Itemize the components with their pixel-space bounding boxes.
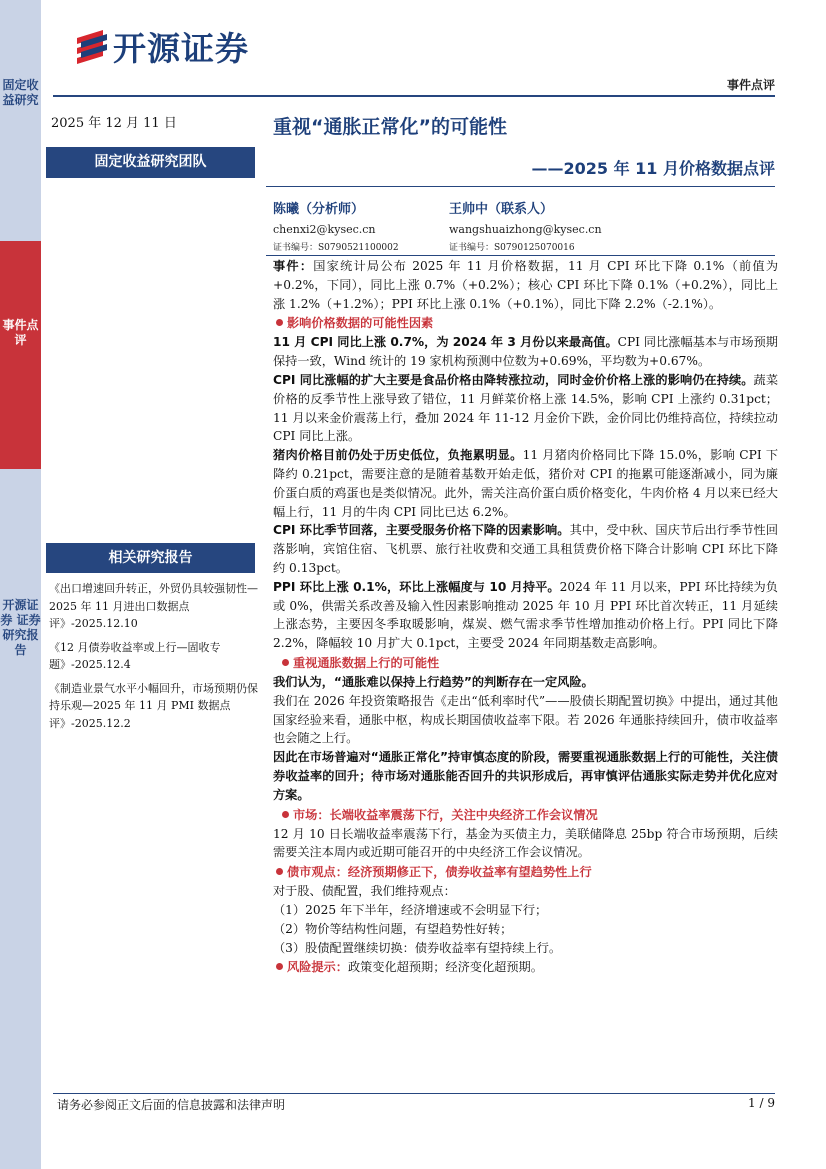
- paragraph-text: CPI 同比涨幅基本与市场预期保持一致，Wind 统计的 19 家机构预测中位数为+0.69%，平均数为+0.67%。: [273, 335, 778, 369]
- paragraph-text: 蔬菜价格的反季节性上涨导致了错位，11 月鲜菜价格上涨 14.5%，影响 CPI 上涨约 0.31pct；11 月以来金价震荡上行，叠加 2024 年 11-12 月金价下跌，金价同比仍维持高位，持续拉动 CPI 同比上涨。: [273, 372, 778, 444]
- related-item[interactable]: 《12 月债券收益率或上行—固收专题》-2025.12.4: [49, 640, 221, 671]
- page-subtitle: ——2025 年 11 月价格数据点评: [531, 159, 775, 178]
- paragraph-text: 2024 年 11 月以来，PPI 环比持续为负或 0%，供需关系改善及输入性因素影响推动 2025 年 10 月 PPI 环比首次转正，11 月延续上涨态势，主要因冬季取暖影响，煤炭、燃气需求季节性增加推动价格上行。PPI 同比下降 2.2%，降幅较 10 月扩大 0.1pct，主要受 2024 年同期基数走高影响。: [273, 579, 778, 651]
- side-label-bottom: 开源证券 证券研究报告: [0, 598, 41, 657]
- paragraph-lead: CPI 同比涨幅的扩大主要是食品价格由降转涨拉动，同时金价价格上涨的影响仍在持续。: [273, 372, 754, 387]
- analyst-divider: [266, 255, 775, 256]
- section-heading: [273, 862, 778, 882]
- analyst-email[interactable]: wangshuaizhong@kysec.cn: [449, 223, 602, 236]
- footer-disclaimer: 请务必参阅正文后面的信息披露和法律声明: [57, 1098, 286, 1112]
- paragraph: 12 月 10 日长端收益率震荡下行，基金为买债主力，美联储降息 25bp 符合市场预期，后续需要关注本周内或近期可能召开的中央经济工作会议情况。: [273, 826, 778, 860]
- list-item: （2）物价等结构性问题，有望趋势性好转；: [273, 921, 513, 936]
- paragraph-lead: CPI 环比季节回落，主要受服务价格下降的因素影响。: [273, 523, 570, 538]
- title-divider: [266, 186, 775, 187]
- section-heading: [273, 805, 778, 825]
- paragraph: [273, 521, 778, 577]
- paragraph-lead: 猪肉价格目前仍处于历史低位，负拖累明显。: [273, 448, 523, 463]
- bullet-icon: [282, 659, 289, 666]
- paragraph-text: 其中，受中秋、国庆节后出行季节性回落影响，宾馆住宿、飞机票、旅行社收费和交通工具租赁费价格下降合计影响 CPI 环比下降约 0.13pct。: [273, 523, 779, 575]
- side-band: [0, 0, 41, 1169]
- section-heading-text: 影响价格数据的可能性因素: [287, 316, 434, 331]
- side-band-highlight: [0, 241, 41, 469]
- page-title: 重视“通胀正常化”的可能性: [273, 116, 507, 138]
- analyst-email[interactable]: chenxi2@kysec.cn: [273, 223, 376, 236]
- brand-name: 开源证券: [113, 29, 249, 68]
- report-body: [273, 257, 778, 977]
- paragraph-lead: PPI 环比上涨 0.1%，环比上涨幅度与 10 月持平。: [273, 579, 560, 594]
- section-heading: [273, 313, 778, 333]
- paragraph: 对于股、债配置，我们维持观点：: [273, 884, 456, 899]
- section-heading: [273, 653, 778, 673]
- page-number: 1 / 9: [748, 1096, 775, 1110]
- paragraph: [273, 446, 778, 521]
- paragraph-lead: 因此在市场普遍对“通胀正常化”持审慎态度的阶段，需要重视通胀数据上行的可能性，关注债券收益率的回升；待市场对通胀能否回升的共识形成后，再审慎评估通胀实际走势并优化应对方案。: [273, 750, 778, 802]
- analyst-cert: 证书编号：S0790521100002: [273, 243, 399, 253]
- paragraph: [273, 578, 778, 653]
- side-label-top: 固定收益研究: [2, 78, 39, 107]
- analyst-name: 王帅中（联系人）: [449, 202, 554, 217]
- header-divider: [53, 95, 775, 97]
- side-label-middle: 事件点评: [2, 318, 39, 347]
- paragraph: [273, 333, 778, 371]
- risk-text: 政策变化超预期；经济变化超预期。: [347, 960, 543, 975]
- paragraph-lead: 我们认为，“通胀难以保持上行趋势”的判断存在一定风险。: [273, 674, 594, 689]
- section-heading-text: 重视通胀数据上行的可能性: [293, 655, 440, 670]
- related-list: [49, 580, 259, 738]
- bullet-icon: [276, 963, 283, 970]
- analyst-name: 陈曦（分析师）: [273, 202, 365, 217]
- paragraph: [273, 371, 778, 446]
- event-paragraph: [273, 257, 778, 313]
- list-item: （3）股债配置继续切换：债券收益率有望持续上行。: [273, 940, 562, 955]
- risk-label-text: 风险提示：: [287, 960, 348, 975]
- paragraph-text: 11 月猪肉价格同比下降 15.0%，影响 CPI 下降约 0.21pct，需要注意的是随着基数开始走低，猪价对 CPI 的拖累可能逐渐减小，同为廉价蛋白质的鸡蛋也是类似情况。此外，需关注高价蛋白质价格变化，牛肉价格 4 月以来已经大幅上行，11 月的牛肉 CPI 同比已达 6.2%。: [273, 448, 779, 519]
- report-date: 2025 年 12 月 11 日: [51, 116, 177, 131]
- event-text: 国家统计局公布 2025 年 11 月价格数据，11 月 CPI 环比下降 0.1%（前值为+0.2%，下同），同比上涨 0.7%（+0.2%）；核心 CPI 环比下降 0.1%（+0.2%），同比上涨 1.2%（+1.2%）；PPI 环比上涨 0.1%（+0.1%），同比下降 2.2%（-2.1%）。: [273, 259, 779, 311]
- section-heading-text: 债市观点：经济预期修正下，债券收益率有望趋势性上行: [287, 865, 592, 880]
- section-heading-text: 市场：长端收益率震荡下行，关注中央经济工作会议情况: [293, 807, 598, 822]
- analyst-cert: 证书编号：S0790125070016: [449, 243, 575, 253]
- bullet-icon: [276, 868, 283, 875]
- related-heading: 相关研究报告: [46, 543, 255, 573]
- related-item[interactable]: 《制造业景气水平小幅回升，市场预期仍保持乐观—2025 年 11 月 PMI 数据点评》-2025.12.2: [49, 681, 258, 730]
- doc-type: 事件点评: [726, 78, 775, 92]
- risk-paragraph: [273, 957, 778, 977]
- list-item: （1）2025 年下半年，经济增速或不会明显下行；: [273, 902, 548, 917]
- bullet-icon: [282, 811, 289, 818]
- analyst-1: [273, 198, 399, 253]
- footer-divider: [53, 1093, 775, 1094]
- bullet-icon: [276, 319, 283, 326]
- event-label: 事件：: [273, 259, 314, 273]
- paragraph: 我们在 2026 年投资策略报告《走出“低利率时代”——股债长期配置切换》中提出，通过其他国家经验来看，通胀中枢，构成长期国债收益率下限。若 2026 年通胀持续回升，债市收益率也会随之上行。: [273, 693, 778, 746]
- risk-label: [273, 960, 348, 974]
- paragraph-lead: 11 月 CPI 同比上涨 0.7%，为 2024 年 3 月份以来最高值。: [273, 335, 618, 350]
- team-badge: 固定收益研究团队: [46, 147, 255, 178]
- related-item[interactable]: 《出口增速回升转正，外贸仍具较强韧性—2025 年 11 月进出口数据点评》-2025.12.10: [49, 582, 258, 630]
- analyst-2: [449, 198, 602, 253]
